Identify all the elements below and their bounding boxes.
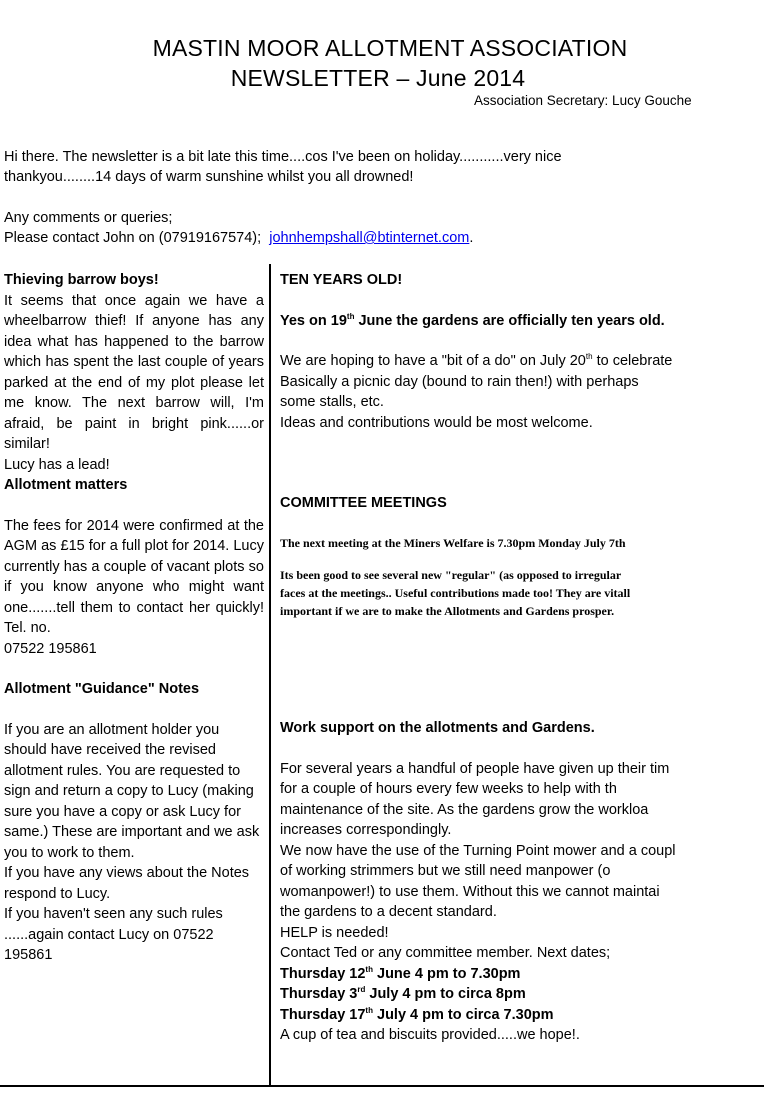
guidance-views: If you have any views about the Notes respond to Lucy.	[4, 865, 250, 902]
comments-line: Any comments or queries;	[4, 210, 173, 226]
next-meeting-line: The next meeting at the Miners Welfare is 7.30pm Monday July 7th	[280, 535, 626, 550]
intro-line-2: thankyou........14 days of warm sunshine whilst you all drowned!	[4, 169, 414, 185]
celebration-line-2: Basically a picnic day (bound to rain then!) with perhaps	[280, 373, 639, 390]
work-p2-line-2: of working strimmers but we still need manpower (o	[280, 863, 611, 879]
matters-body: The fees for 2014 were confirmed at the AGM as £15 for a full plot for 2014. Lucy currently has a couple of vacant plots so if you know anyone who might want one.......tell them to contact her quickly! Tel. no.	[4, 517, 264, 636]
work-section	[280, 718, 764, 1046]
secretary-line: Association Secretary: Lucy Gouche	[474, 93, 692, 108]
committee-heading: COMMITTEE MEETINGS	[280, 495, 447, 511]
work-p1-line-2: for a couple of hours every few weeks to help with th	[280, 781, 617, 797]
guidance-heading: Allotment "Guidance" Notes	[4, 681, 200, 697]
work-p2-line-1: We now have the use of the Turning Point mower and a coupl	[280, 842, 676, 859]
left-column	[4, 270, 264, 966]
barrow-tail: Lucy has a lead!	[4, 456, 110, 473]
ten-years-heading: TEN YEARS OLD!	[280, 272, 403, 288]
guidance-body: If you are an allotment holder you should have received the revised allotment rules. You are requested to sign and return a copy to Lucy (making sure you have a copy or ask Lucy for same.) These are important and we ask you to work to them.	[4, 721, 260, 861]
work-p2-line-3: womanpower!) to use them. Without this we cannot maintai	[280, 883, 660, 900]
column-divider	[269, 264, 271, 1086]
help-line: HELP is needed!	[280, 924, 389, 941]
committee-good-line-2: faces at the meetings.. Useful contributions made too! They are vitall	[280, 585, 631, 600]
celebration-line-3: some stalls, etc.	[280, 394, 384, 410]
intro-line-1: Hi there. The newsletter is a bit late this time....cos I've been on holiday...........very nice	[4, 149, 562, 165]
email-link[interactable]: johnhempshall@btinternet.com	[269, 230, 470, 246]
celebration-line-1: We are hoping to have a "bit of a do" on July 20th to celebrate	[280, 352, 673, 369]
work-p1-line-1: For several years a handful of people have given up their tim	[280, 760, 670, 777]
barrow-body: It seems that once again we have a wheelbarrow thief! If anyone has any idea what has happened to the barrow which has spent the last couple of years parked at the end of my plot please let me know. The next barrow will, I'm afraid, be paint in bright pink......or similar!	[4, 292, 264, 452]
matters-phone: 07522 195861	[4, 640, 97, 657]
celebration-line-4: Ideas and contributions would be most welcome.	[280, 414, 593, 431]
guidance-not-seen: If you haven't seen any such rules ......again contact Lucy on 07522 195861	[4, 906, 223, 963]
contact-line	[4, 228, 473, 248]
contact-prefix: Please contact John on (07919167574);	[4, 230, 270, 246]
work-p1-line-4: increases correspondingly.	[280, 822, 452, 838]
newsletter-title-association: MASTIN MOOR ALLOTMENT ASSOCIATION	[152, 35, 628, 61]
bottom-rule	[0, 1085, 764, 1087]
committee-good-line-1: Its been good to see several new "regular" (as opposed to irregular	[280, 567, 622, 582]
committee-good-line-3: important if we are to make the Allotments and Gardens prosper.	[280, 603, 615, 618]
date-line-3: Thursday 17th July 4 pm to circa 7.30pm	[280, 1005, 554, 1023]
ten-years-announcement: Yes on 19th June the gardens are officially ten years old.	[280, 311, 665, 329]
matters-heading: Allotment matters	[4, 477, 128, 493]
work-heading: Work support on the allotments and Gardens.	[280, 720, 595, 736]
date-line-1: Thursday 12th June 4 pm to 7.30pm	[280, 964, 521, 982]
contact-ted-line: Contact Ted or any committee member. Next dates;	[280, 945, 611, 961]
newsletter-title-date: NEWSLETTER – June 2014	[230, 65, 526, 91]
right-column	[280, 270, 764, 620]
work-p2-line-4: the gardens to a decent standard.	[280, 904, 497, 920]
work-p1-line-3: maintenance of the site. As the gardens grow the workloa	[280, 801, 649, 818]
contact-suffix: .	[469, 230, 474, 246]
closing-line: A cup of tea and biscuits provided.....we hope!.	[280, 1027, 580, 1043]
barrow-heading: Thieving barrow boys!	[4, 272, 159, 288]
date-line-2: Thursday 3rd July 4 pm to circa 8pm	[280, 985, 526, 1002]
